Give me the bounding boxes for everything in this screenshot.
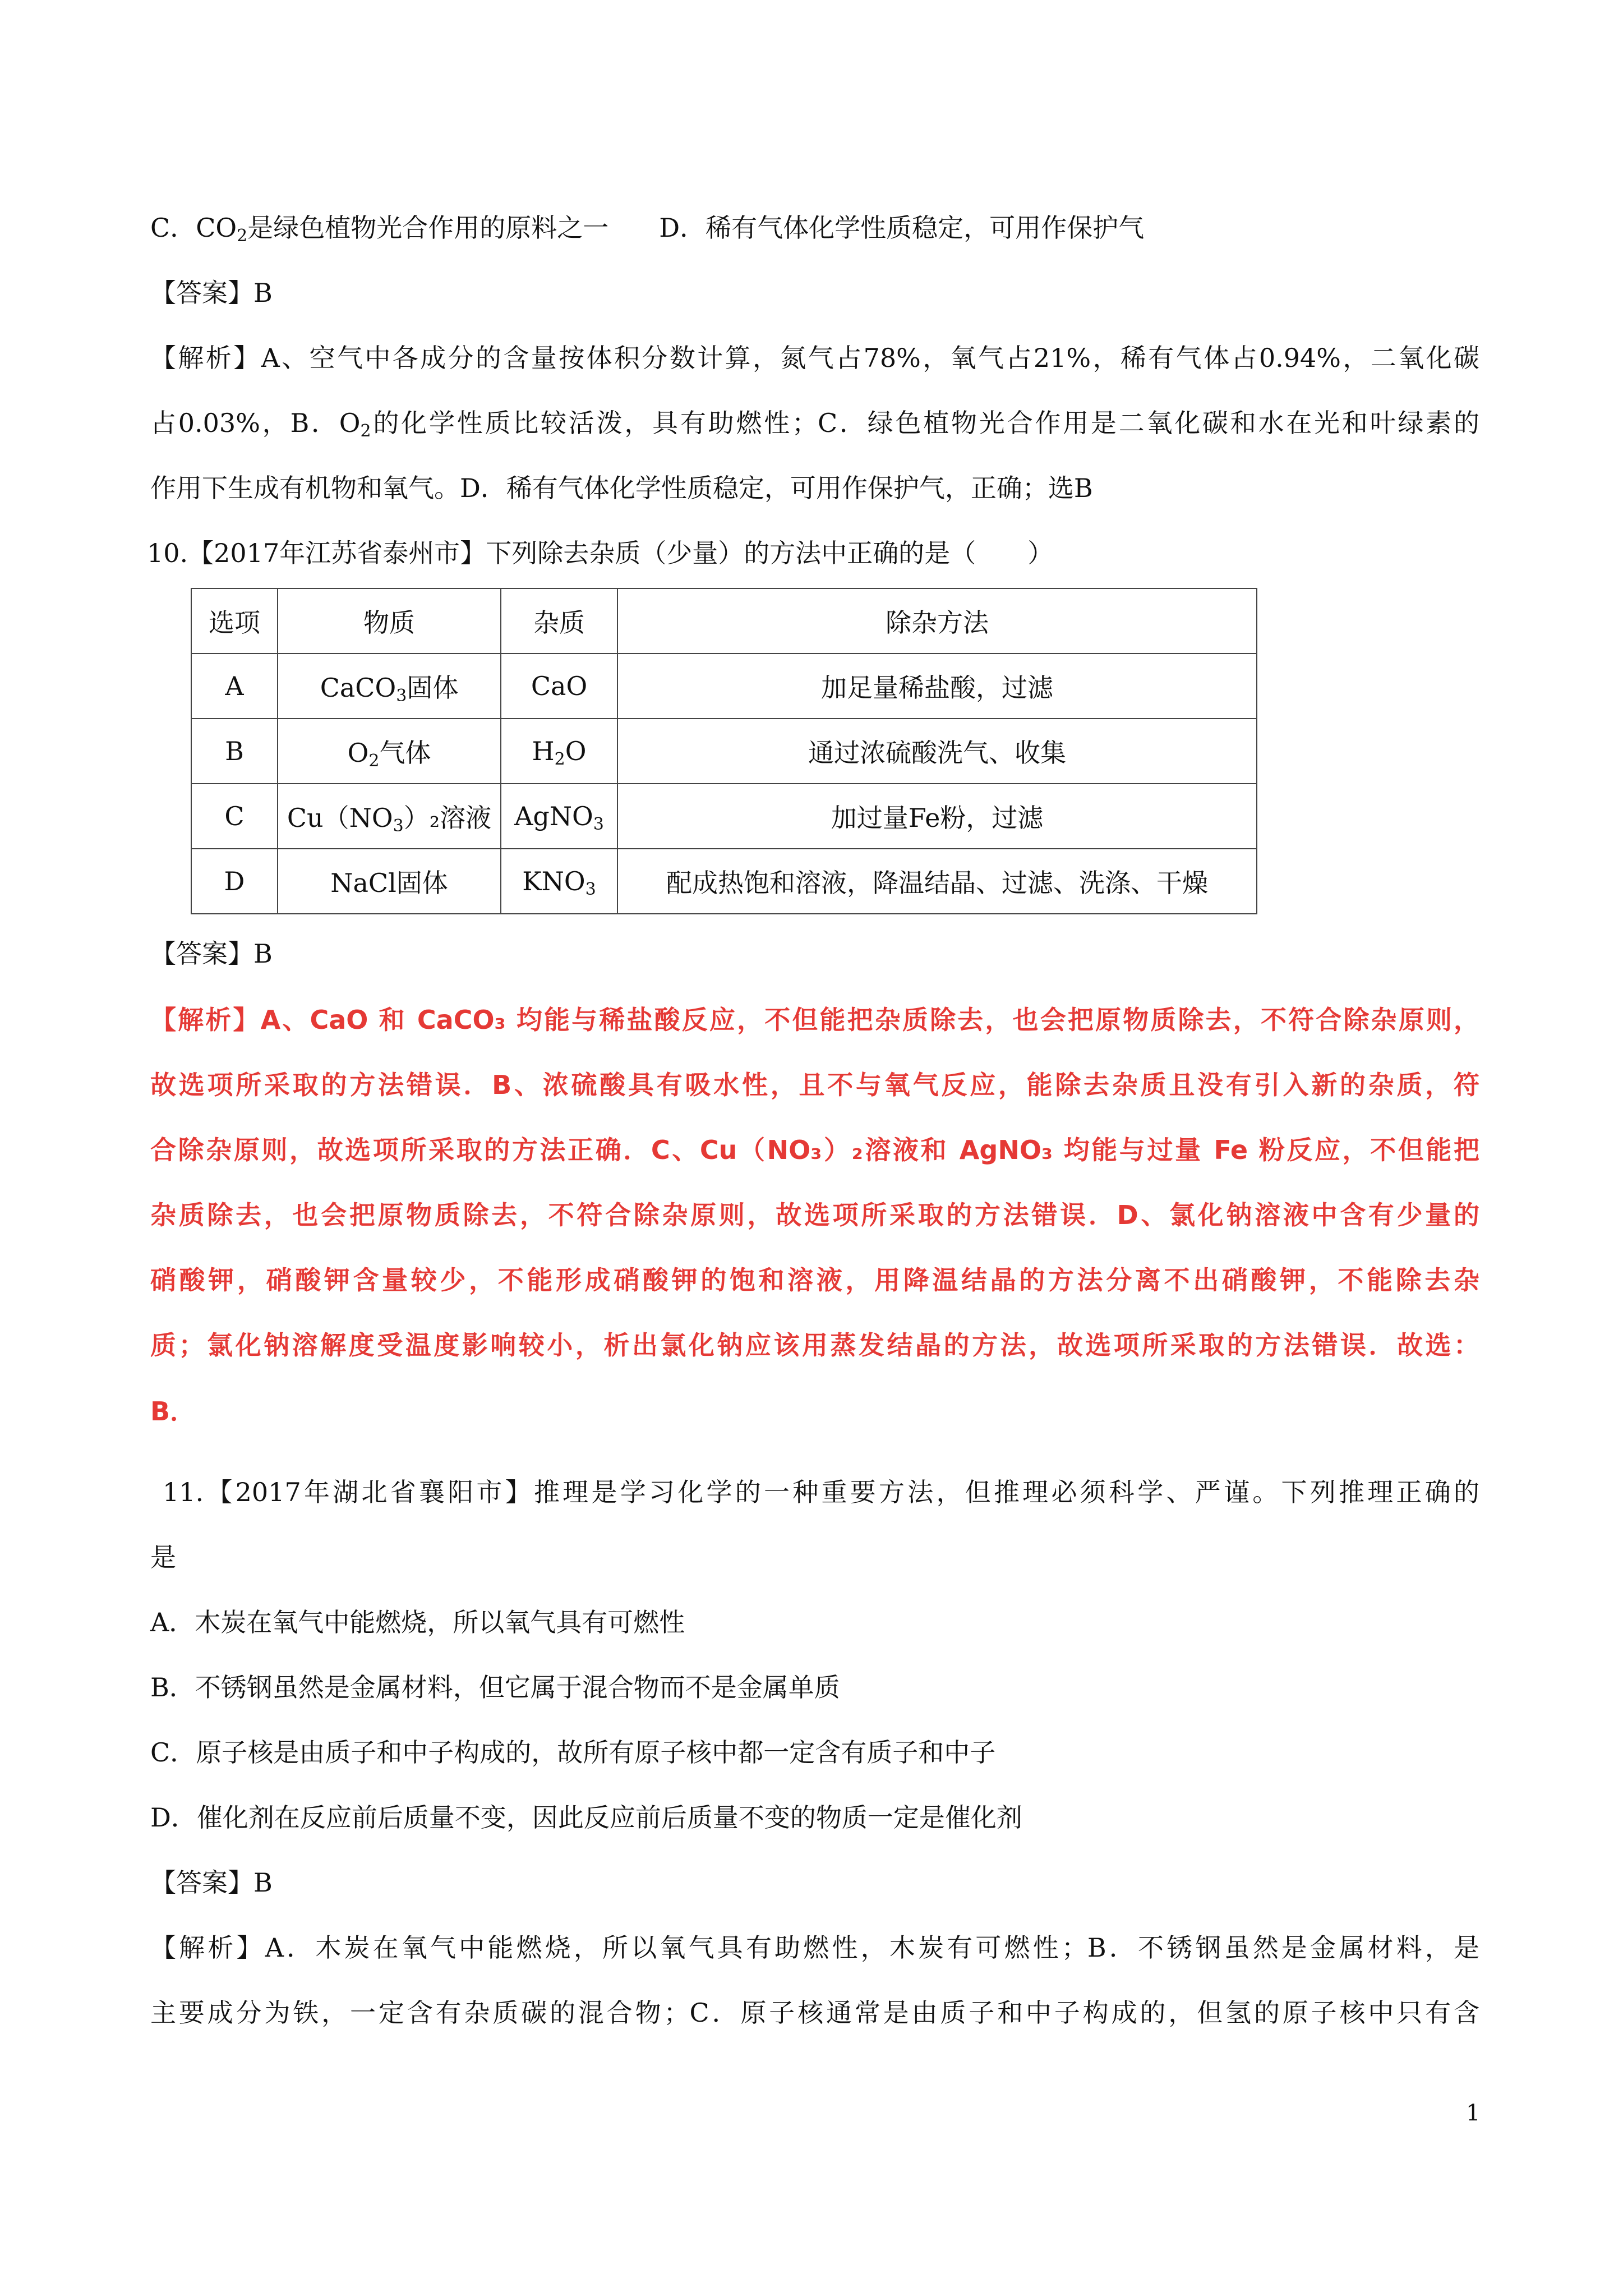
explanation-line-red: 合除杂原则，故选项所采取的方法正确．C、Cu（NO₃）₂溶液和 AgNO₃ 均能与过量 Fe 粉反应，不但能把 xyxy=(150,1135,1479,1165)
question-11-stem-cont: 是 xyxy=(150,1542,176,1572)
table-row xyxy=(191,719,1257,784)
explanation-line: 主要成分为铁，一定含有杂质碳的混合物；C．原子核通常是由质子和中子构成的，但氢的原子核中只有含 xyxy=(150,1998,1479,2028)
header-method: 除杂方法 xyxy=(617,588,1257,654)
explanation-line: 【解析】A．木炭在氧气中能燃烧，所以氧气具有助燃性，木炭有可燃性；B．不锈钢虽然是金属材料，是 xyxy=(150,1932,1479,1963)
cell-method: 通过浓硫酸洗气、收集 xyxy=(617,719,1257,784)
answer-label: 【答案】B xyxy=(150,278,273,308)
option-d: D．催化剂在反应前后质量不变，因此反应前后质量不变的物质一定是催化剂 xyxy=(150,1802,1022,1833)
table-row xyxy=(191,849,1257,914)
cell-option: B xyxy=(191,719,278,784)
cell-option: C xyxy=(191,784,278,849)
option-c-text: C．CO xyxy=(150,213,237,243)
answer-label: 【答案】B xyxy=(150,1867,273,1898)
explanation-line: 作用下生成有机物和氧气。D．稀有气体化学性质稳定，可用作保护气，正确；选B xyxy=(150,473,1093,503)
cell-substance: $O_2$气体 xyxy=(278,719,501,784)
explanation-line-red: B． xyxy=(150,1396,196,1427)
cell-option: D xyxy=(191,849,278,914)
option-a: A．木炭在氧气中能燃烧，所以氧气具有可燃性 xyxy=(150,1607,685,1637)
explanation-line: 占0.03%，B．$O_2$的化学性质比较活泼，具有助燃性；C．绿色植物光合作用是二氧化碳和水在光和叶绿素的 xyxy=(150,408,1479,441)
table-row xyxy=(191,654,1257,719)
question-11-stem: 11.【2017年湖北省襄阳市】推理是学习化学的一种重要方法，但推理必须科学、严谨。下列推理正确的 xyxy=(163,1477,1479,1507)
table-row xyxy=(191,784,1257,849)
cell-substance: NaCl固体 xyxy=(278,849,501,914)
header-substance: 物质 xyxy=(278,588,501,654)
answer-label: 【答案】B xyxy=(150,938,273,969)
cell-impurity: $KNO_3$ xyxy=(501,849,617,914)
cell-method: 配成热饱和溶液，降温结晶、过滤、洗涤、干燥 xyxy=(617,849,1257,914)
cell-impurity: CaO xyxy=(501,654,617,719)
cell-substance: $Cu(NO_3)_2$溶液 xyxy=(278,784,501,849)
option-c-text-rest: 是绿色植物光合作用的原料之一 xyxy=(247,213,609,243)
header-option: 选项 xyxy=(191,588,278,654)
option-c: C．原子核是由质子和中子构成的，故所有原子核中都一定含有质子和中子 xyxy=(150,1737,996,1768)
explanation-line-red: 【解析】A、CaO 和 CaCO₃ 均能与稀盐酸反应，不但能把杂质除去，也会把原物质除去，不符合除杂原则， xyxy=(150,1005,1479,1035)
cell-option: A xyxy=(191,654,278,719)
explanation-line-red: 硝酸钾，硝酸钾含量较少，不能形成硝酸钾的饱和溶液，用降温结晶的方法分离不出硝酸钾，不能除去杂 xyxy=(150,1265,1479,1295)
cell-impurity: AgNO$_3$ xyxy=(501,784,617,849)
option-c-d-line xyxy=(150,210,1144,246)
subscript: 2 xyxy=(237,226,248,246)
cell-substance: CaCO$_3$固体 xyxy=(278,654,501,719)
option-b: B．不锈钢虽然是金属材料，但它属于混合物而不是金属单质 xyxy=(150,1672,840,1703)
explanation-line-red: 质；氯化钠溶解度受温度影响较小，析出氯化钠应该用蒸发结晶的方法，故选项所采取的方法错误．故选： xyxy=(150,1330,1479,1360)
explanation-line: 【解析】A、空气中各成分的含量按体积分数计算，氮气占78%，氧气占21%，稀有气体占0.94%，二氧化碳 xyxy=(150,343,1479,373)
options-table xyxy=(191,588,1257,914)
option-d-text: D．稀有气体化学性质稳定，可用作保护气 xyxy=(659,213,1145,243)
cell-method: 加足量稀盐酸，过滤 xyxy=(617,654,1257,719)
header-impurity: 杂质 xyxy=(501,588,617,654)
table-header-row xyxy=(191,588,1257,654)
question-10-stem: 10.【2017年江苏省泰州市】下列除去杂质（少量）的方法中正确的是（ ） xyxy=(147,538,1054,568)
cell-impurity: $H_2O$ xyxy=(501,719,617,784)
explanation-line-red: 故选项所采取的方法错误．B、浓硫酸具有吸水性，且不与氧气反应，能除去杂质且没有引入新的杂质，符 xyxy=(150,1070,1479,1100)
page-number: 1 xyxy=(1466,2100,1481,2126)
explanation-line-red: 杂质除去，也会把原物质除去，不符合除杂原则，故选项所采取的方法错误．D、氯化钠溶液中含有少量的 xyxy=(150,1200,1479,1230)
cell-method: 加过量Fe粉，过滤 xyxy=(617,784,1257,849)
